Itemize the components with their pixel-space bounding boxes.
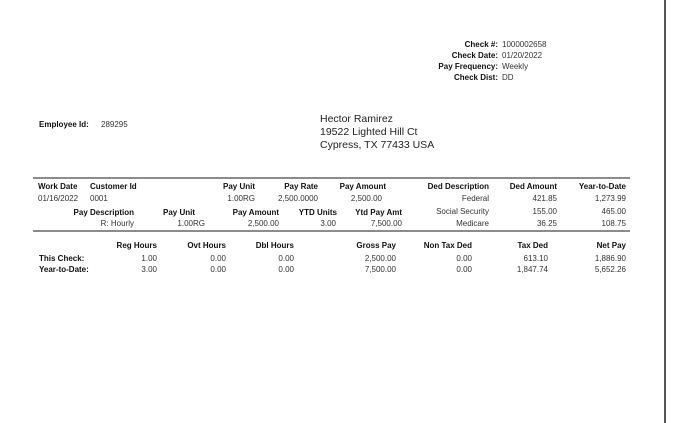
page-edge-divider [664, 0, 666, 423]
cell-tax-ded: 613.10 [523, 254, 548, 263]
header-ytd-pay-amt: Ytd Pay Amt [355, 208, 402, 217]
cell-net-pay: 5,652.26 [594, 265, 626, 274]
check-date-label: Check Date: [451, 51, 498, 60]
cell-ovt-hours: 0.00 [210, 265, 226, 274]
header-summary-pay-amount: Pay Amount [232, 208, 279, 217]
employee-address-line1: 19522 Lighted Hill Ct [320, 126, 418, 138]
cell-summary-pay-unit: 1.00RG [177, 219, 205, 228]
employee-address-line2: Cypress, TX 77433 USA [320, 139, 435, 151]
header-pay-description: Pay Description [73, 208, 134, 217]
cell-ded-amount: 36.25 [536, 219, 557, 228]
check-dist-label: Check Dist: [453, 73, 498, 82]
header-year-to-date: Year-to-Date [578, 182, 626, 191]
header-work-date: Work Date [38, 182, 78, 191]
cell-gross-pay: 2,500.00 [364, 254, 396, 263]
top-divider [33, 177, 630, 179]
employee-id-value: 289295 [101, 120, 128, 129]
cell-pay-description: R: Hourly [100, 219, 134, 228]
pay-frequency-value: Weekly [502, 62, 529, 71]
cell-tax-ded: 1,847.74 [516, 265, 548, 274]
cell-summary-pay-amount: 2,500.00 [247, 219, 279, 228]
cell-pay-rate: 2,500.0000 [277, 194, 318, 203]
cell-net-pay: 1,886.90 [594, 254, 626, 263]
cell-ytd-units: 3.00 [320, 219, 336, 228]
cell-ded-description: Federal [461, 194, 489, 203]
cell-reg-hours: 1.00 [141, 254, 157, 263]
header-ded-description: Ded Description [427, 182, 489, 191]
header-ovt-hours: Ovt Hours [187, 241, 226, 250]
cell-ded-description: Medicare [456, 219, 489, 228]
header-pay-amount: Pay Amount [339, 182, 386, 191]
cell-dbl-hours: 0.00 [278, 254, 294, 263]
cell-gross-pay: 7,500.00 [364, 265, 396, 274]
check-number-value: 1000002658 [502, 40, 547, 49]
cell-pay-amount: 2,500.00 [350, 194, 382, 203]
header-reg-hours: Reg Hours [116, 241, 157, 250]
header-net-pay: Net Pay [596, 241, 626, 250]
cell-ded-amount: 155.00 [532, 207, 557, 216]
cell-non-tax-ded: 0.00 [456, 265, 472, 274]
cell-customer-id: 0001 [90, 194, 108, 203]
header-tax-ded: Tax Ded [517, 241, 548, 250]
cell-ded-description: Social Security [436, 207, 489, 216]
row-label-year-to-date: Year-to-Date: [39, 265, 89, 274]
cell-ded-ytd: 465.00 [601, 207, 626, 216]
cell-ded-ytd: 1,273.99 [594, 194, 626, 203]
check-dist-value: DD [502, 73, 514, 82]
header-pay-rate: Pay Rate [284, 182, 318, 191]
middle-divider [33, 230, 630, 232]
cell-ded-ytd: 108.75 [601, 219, 626, 228]
header-ded-amount: Ded Amount [509, 182, 557, 191]
cell-dbl-hours: 0.00 [278, 265, 294, 274]
employee-id-label: Employee Id: [39, 120, 89, 129]
cell-ovt-hours: 0.00 [210, 254, 226, 263]
cell-non-tax-ded: 0.00 [456, 254, 472, 263]
check-date-value: 01/20/2022 [502, 51, 543, 60]
header-pay-unit: Pay Unit [222, 182, 255, 191]
cell-ded-amount: 421.85 [532, 194, 557, 203]
row-label-this-check: This Check: [39, 254, 85, 263]
cell-reg-hours: 3.00 [141, 265, 157, 274]
cell-ytd-pay-amt: 7,500.00 [370, 219, 402, 228]
employee-name: Hector Ramirez [320, 113, 393, 125]
header-non-tax-ded: Non Tax Ded [423, 241, 472, 250]
cell-pay-unit: 1.00RG [227, 194, 255, 203]
cell-work-date: 01/16/2022 [38, 194, 79, 203]
pay-frequency-label: Pay Frequency: [438, 62, 498, 71]
header-dbl-hours: Dbl Hours [255, 241, 294, 250]
header-gross-pay: Gross Pay [356, 241, 396, 250]
check-number-label: Check #: [464, 40, 498, 49]
header-customer-id: Customer Id [90, 182, 137, 191]
header-ytd-units: YTD Units [298, 208, 337, 217]
header-summary-pay-unit: Pay Unit [162, 208, 195, 217]
